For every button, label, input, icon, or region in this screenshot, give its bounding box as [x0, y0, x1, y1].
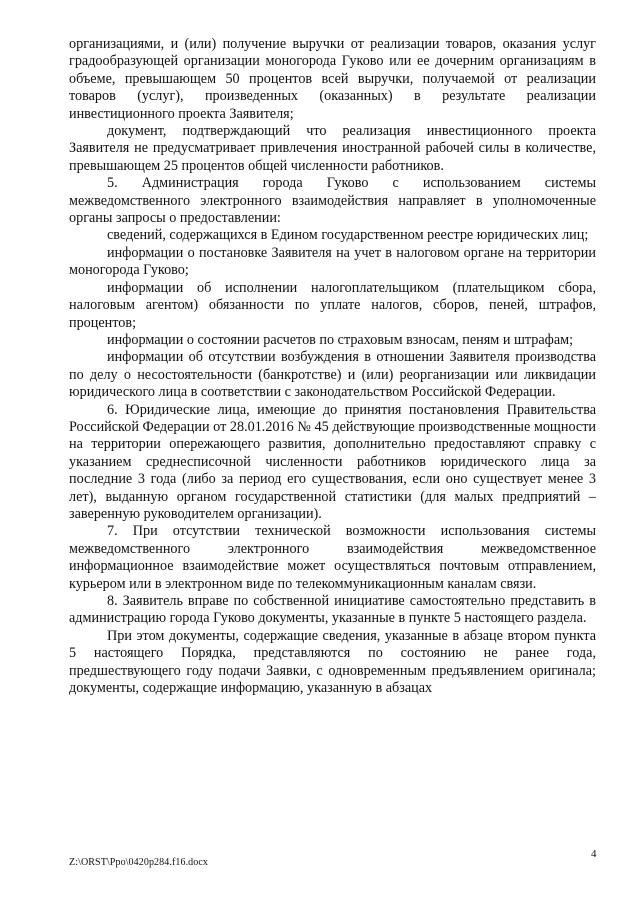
paragraph-item-6: 6. Юридические лица, имеющие до принятия постановления Правительства Российской Федерации от 28.01.2016 № 45 действующие производственные мощности на территории опережающего развития, дополнительно предоставляют справку с указанием среднесписочной численности работников юридического лица за последние 3 года (либо за период его существования, если оно существует менее 3 лет), выданную органом государственной статистики (для малых предприятий – заверенную руководителем организации).: [69, 401, 596, 522]
paragraph-egrul-info: сведений, содержащихся в Едином государственном реестре юридических лиц;: [107, 227, 589, 244]
paragraph-insurance-settlements: информации о состоянии расчетов по страховым взносам, пеням и штрафам;: [107, 331, 574, 348]
page-number: 4: [591, 848, 597, 860]
document-body: [69, 36, 596, 697]
paragraph-document-dates: При этом документы, содержащие сведения, указанные в абзаце втором пункта 5 настоящего Порядка, представляются по состоянию не ранее года, предшествующего году подачи Заявки, с одновременным предъявлением оригинала; документы, содержащие информацию, указанную в абзацах: [69, 627, 596, 697]
paragraph-item-5: 5. Администрация города Гуково с использованием системы межведомственного электронного взаимодействия направляет в уполномоченные органы запросы о предоставлении:: [69, 175, 596, 227]
paragraph-item-7: 7. При отсутствии технической возможности использования системы межведомственного электронного взаимодействия межведомственное информационное взаимодействие может осуществляться почтовым отправлением, курьером или в электронном виде по телекоммуникационным каналам связи.: [69, 523, 596, 592]
paragraph-continuation: организациями, и (или) получение выручки от реализации товаров, оказания услуг градообразующей организации моногорода Гуково или ее дочерним организациям в объеме, превышающем 50 процентов всей выручки, получаемой от реализации товаров (услуг), произведенных (оказанных) в результате реализации инвестиционного проекта Заявителя;: [69, 36, 596, 122]
paragraph-labor-document: документ, подтверждающий что реализация инвестиционного проекта Заявителя не предусматривает привлечения иностранной рабочей силы в количестве, превышающем 25 процентов общей численности работников.: [69, 123, 596, 174]
paragraph-bankruptcy-info: информации об отсутствии возбуждения в отношении Заявителя производства по делу о несостоятельности (банкротстве) и (или) реорганизации или ликвидации юридического лица в соответствии с законодательством Российской Федерации.: [69, 349, 596, 401]
footer-file-path: Z:\ORST\Ppo\0420p284.f16.docx: [69, 857, 209, 868]
paragraph-item-8: 8. Заявитель вправе по собственной инициативе самостоятельно представить в администрацию города Гуково документы, указанные в пункте 5 настоящего раздела.: [69, 593, 596, 627]
paragraph-tax-obligations: информации об исполнении налогоплательщиком (плательщиком сбора, налоговым агентом) обязанности по уплате налогов, сборов, пеней, штрафов, процентов;: [69, 279, 596, 331]
paragraph-tax-registration: информации о постановке Заявителя на учет в налоговом органе на территории моногорода Гуково;: [69, 244, 596, 279]
